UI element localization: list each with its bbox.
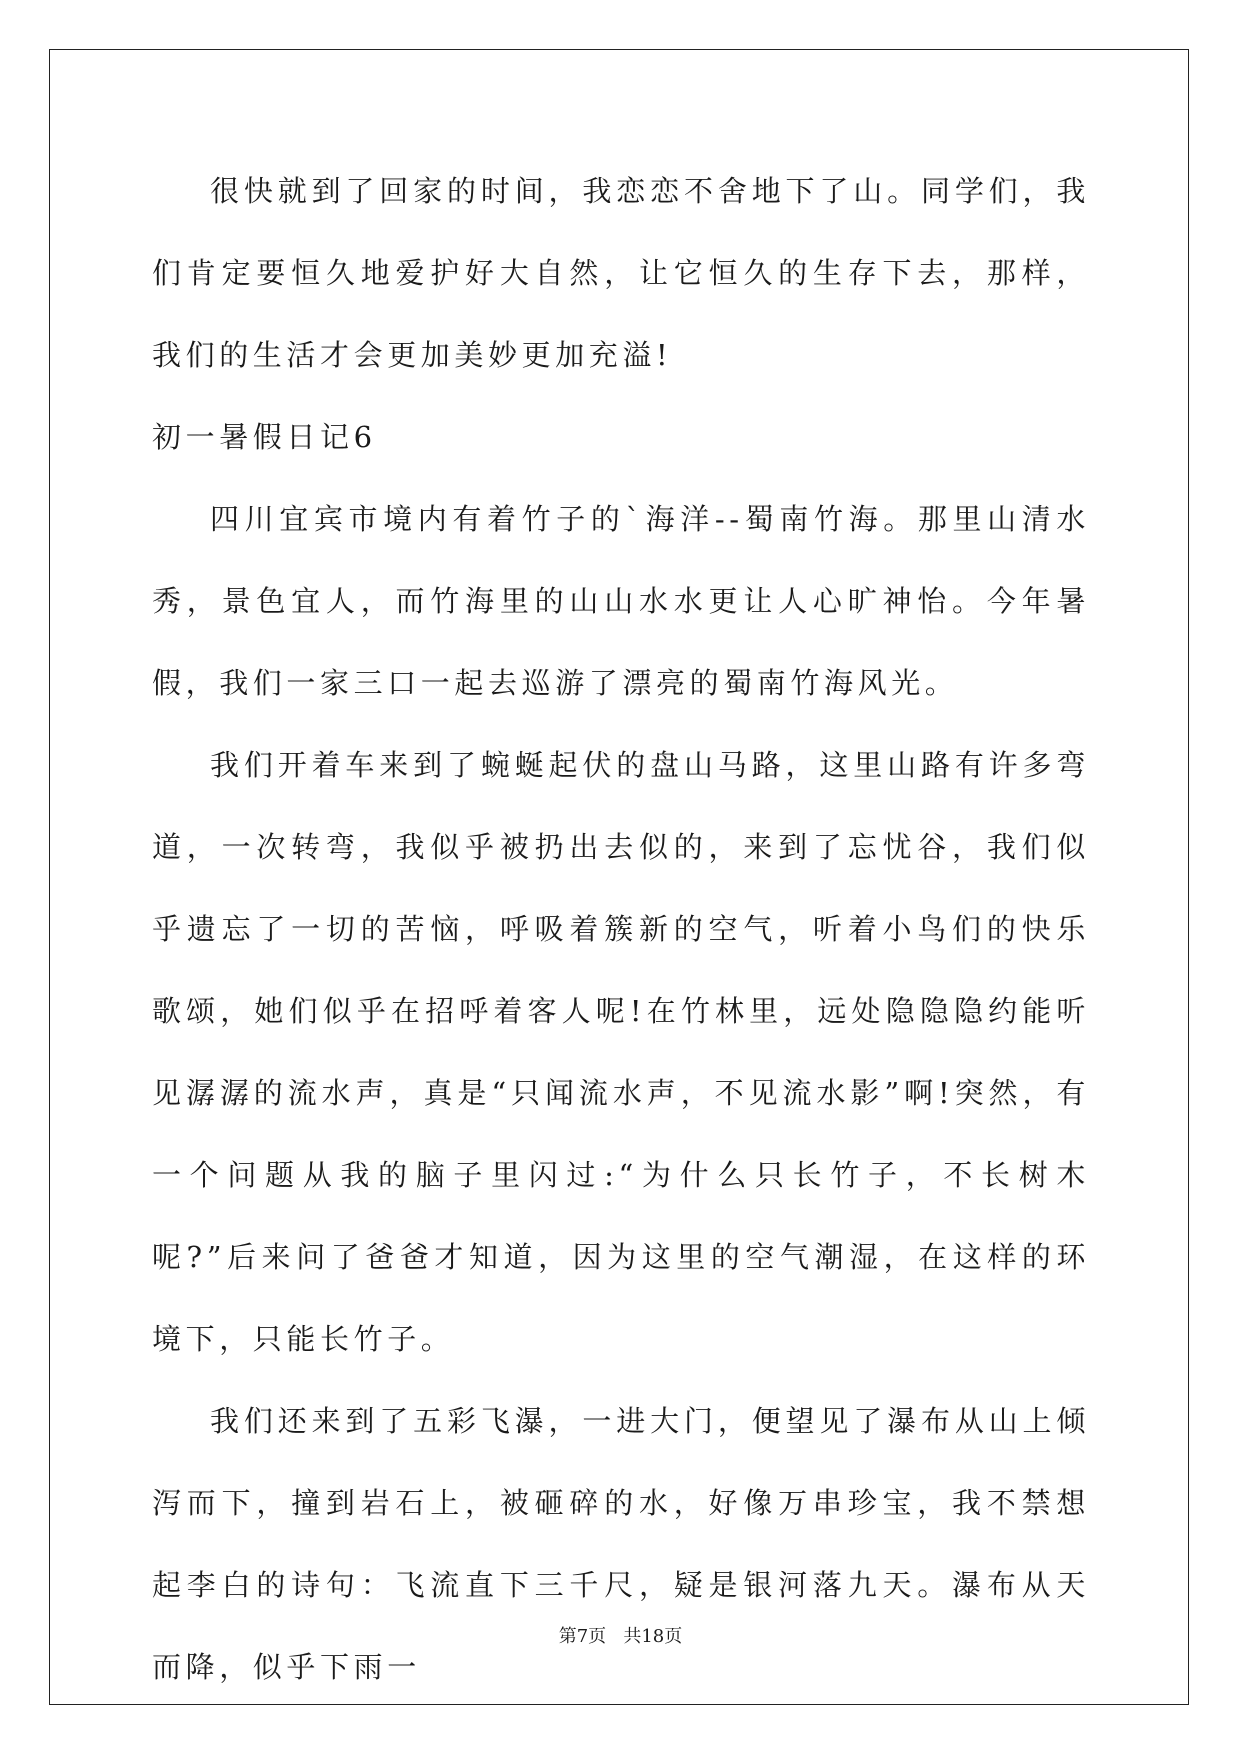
document-body [152, 150, 1090, 1708]
paragraph: 四川宜宾市境内有着竹子的`海洋--蜀南竹海。那里山清水秀，景色宜人，而竹海里的山山水水更让人心旷神怡。今年暑假，我们一家三口一起去巡游了漂亮的蜀南竹海风光。 [152, 502, 1090, 700]
paragraph: 我们开着车来到了蜿蜒起伏的盘山马路，这里山路有许多弯道，一次转弯，我似乎被扔出去似的，来到了忘忧谷，我们似乎遗忘了一切的苦恼，呼吸着簇新的空气，听着小鸟们的快乐歌颂，她们似乎在招呼着客人呢!在竹林里，远处隐隐隐约能听见潺潺的流水声，真是“只闻流水声，不见流水影”啊!突然，有一个问题从我的脑子里闪过:“为什么只长竹子，不长树木呢?”后来问了爸爸才知道，因为这里的空气潮湿，在这样的环境下，只能长竹子。 [152, 748, 1090, 1356]
paragraph: 我们还来到了五彩飞瀑，一进大门，便望见了瀑布从山上倾泻而下，撞到岩石上，被砸碎的水，好像万串珍宝，我不禁想起李白的诗句：飞流直下三千尺，疑是银河落九天。瀑布从天而降，似乎下雨一 [152, 1404, 1090, 1684]
page-footer [0, 1622, 1241, 1648]
section-heading: 初一暑假日记6 [152, 420, 377, 454]
paragraph: 很快就到了回家的时间，我恋恋不舍地下了山。同学们，我们肯定要恒久地爱护好大自然，让它恒久的生存下去，那样，我们的生活才会更加美妙更加充溢! [152, 174, 1090, 372]
page-number: 第7页 共18页 [558, 1626, 683, 1647]
